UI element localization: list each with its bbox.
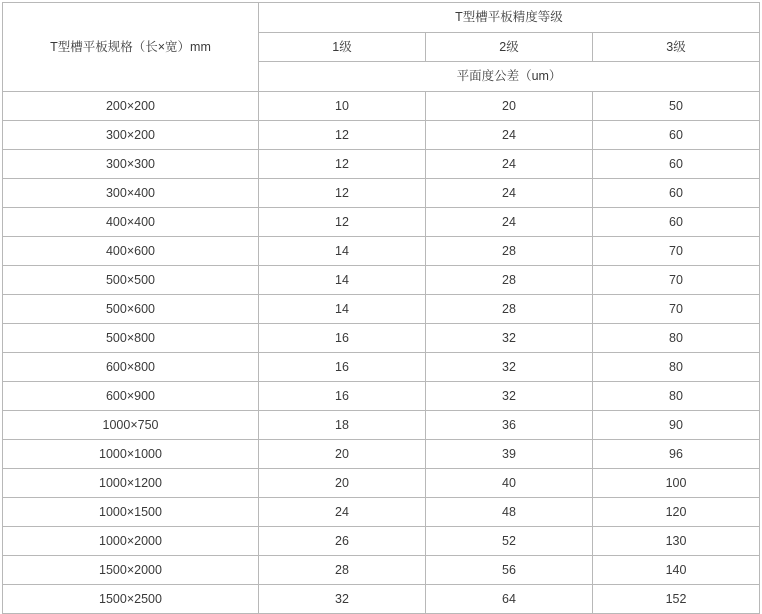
cell-grade-1: 14 [259, 237, 426, 266]
cell-grade-1: 20 [259, 469, 426, 498]
grade-header-1: 1级 [259, 33, 426, 62]
table-row [3, 324, 760, 353]
table-row [3, 469, 760, 498]
cell-grade-1: 28 [259, 556, 426, 585]
cell-grade-1: 12 [259, 208, 426, 237]
cell-grade-2: 28 [426, 295, 593, 324]
table-row [3, 150, 760, 179]
cell-grade-3: 100 [593, 469, 760, 498]
spec-column-header: T型槽平板规格（长×宽）mm [3, 3, 259, 92]
cell-grade-1: 20 [259, 440, 426, 469]
cell-size: 1000×750 [3, 411, 259, 440]
cell-grade-3: 50 [593, 92, 760, 121]
table-header-row-1 [3, 3, 760, 33]
table-row [3, 266, 760, 295]
table-row [3, 498, 760, 527]
table-body [3, 3, 760, 614]
cell-grade-1: 16 [259, 382, 426, 411]
table-row [3, 92, 760, 121]
cell-grade-3: 90 [593, 411, 760, 440]
table-row [3, 440, 760, 469]
cell-grade-2: 48 [426, 498, 593, 527]
cell-grade-2: 28 [426, 237, 593, 266]
cell-grade-1: 14 [259, 295, 426, 324]
cell-size: 400×600 [3, 237, 259, 266]
cell-grade-2: 24 [426, 179, 593, 208]
grade-header-2: 2级 [426, 33, 593, 62]
cell-size: 1000×1200 [3, 469, 259, 498]
table-row [3, 208, 760, 237]
cell-grade-1: 32 [259, 585, 426, 614]
cell-grade-1: 12 [259, 150, 426, 179]
cell-size: 300×300 [3, 150, 259, 179]
grade-header-3: 3级 [593, 33, 760, 62]
cell-size: 1500×2000 [3, 556, 259, 585]
cell-grade-2: 40 [426, 469, 593, 498]
table-row [3, 237, 760, 266]
document-sheet [0, 2, 762, 606]
cell-grade-2: 64 [426, 585, 593, 614]
cell-grade-2: 32 [426, 382, 593, 411]
cell-grade-2: 36 [426, 411, 593, 440]
cell-grade-2: 28 [426, 266, 593, 295]
cell-size: 300×200 [3, 121, 259, 150]
table-row [3, 295, 760, 324]
cell-grade-2: 20 [426, 92, 593, 121]
cell-grade-3: 60 [593, 121, 760, 150]
cell-size: 1000×1500 [3, 498, 259, 527]
cell-size: 1500×2500 [3, 585, 259, 614]
cell-grade-3: 60 [593, 150, 760, 179]
cell-grade-2: 32 [426, 324, 593, 353]
cell-grade-2: 24 [426, 150, 593, 179]
cell-size: 300×400 [3, 179, 259, 208]
cell-grade-1: 24 [259, 498, 426, 527]
cell-grade-2: 32 [426, 353, 593, 382]
table-row [3, 556, 760, 585]
cell-grade-3: 120 [593, 498, 760, 527]
cell-size: 200×200 [3, 92, 259, 121]
spec-table [2, 2, 760, 614]
cell-grade-2: 24 [426, 208, 593, 237]
cell-grade-3: 96 [593, 440, 760, 469]
cell-grade-3: 80 [593, 353, 760, 382]
cell-grade-1: 14 [259, 266, 426, 295]
table-row [3, 411, 760, 440]
cell-grade-2: 52 [426, 527, 593, 556]
cell-grade-3: 80 [593, 324, 760, 353]
cell-size: 400×400 [3, 208, 259, 237]
table-row [3, 353, 760, 382]
cell-size: 1000×1000 [3, 440, 259, 469]
cell-grade-1: 12 [259, 121, 426, 150]
cell-grade-2: 39 [426, 440, 593, 469]
cell-grade-3: 70 [593, 237, 760, 266]
cell-size: 1000×2000 [3, 527, 259, 556]
cell-grade-1: 16 [259, 353, 426, 382]
cell-grade-2: 56 [426, 556, 593, 585]
table-row [3, 179, 760, 208]
cell-size: 500×800 [3, 324, 259, 353]
cell-grade-3: 140 [593, 556, 760, 585]
cell-grade-3: 70 [593, 266, 760, 295]
cell-grade-1: 18 [259, 411, 426, 440]
cell-grade-1: 16 [259, 324, 426, 353]
tolerance-header: 平面度公差（um） [259, 62, 760, 92]
table-row [3, 527, 760, 556]
cell-grade-3: 152 [593, 585, 760, 614]
grade-group-header: T型槽平板精度等级 [259, 3, 760, 33]
cell-grade-1: 26 [259, 527, 426, 556]
cell-grade-3: 60 [593, 179, 760, 208]
cell-grade-3: 80 [593, 382, 760, 411]
cell-size: 500×500 [3, 266, 259, 295]
cell-size: 500×600 [3, 295, 259, 324]
cell-grade-3: 60 [593, 208, 760, 237]
cell-size: 600×800 [3, 353, 259, 382]
cell-grade-1: 10 [259, 92, 426, 121]
table-row [3, 121, 760, 150]
cell-grade-3: 130 [593, 527, 760, 556]
cell-size: 600×900 [3, 382, 259, 411]
cell-grade-3: 70 [593, 295, 760, 324]
cell-grade-1: 12 [259, 179, 426, 208]
cell-grade-2: 24 [426, 121, 593, 150]
table-row [3, 585, 760, 614]
table-row [3, 382, 760, 411]
